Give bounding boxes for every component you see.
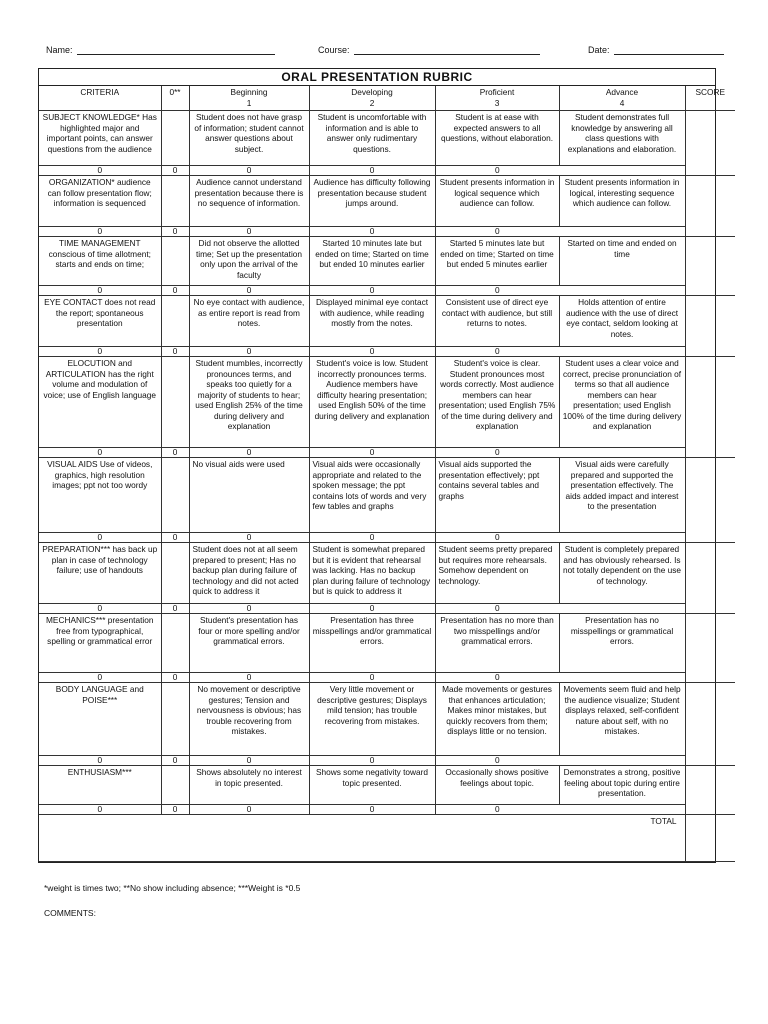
beginning-descriptor: Shows absolutely no interest in topic presented.: [189, 766, 309, 805]
developing-descriptor: Student is somewhat prepared but it is evident that rehearsal was lacking. Has no backup plan during failure of technology but is quick to address it: [309, 543, 435, 604]
score-value-row: [39, 347, 735, 357]
proficient-descriptor: Occasionally shows positive feelings about topic.: [435, 766, 559, 805]
score-value: 0: [39, 805, 161, 815]
zero-cell: [161, 176, 189, 227]
criterion-cell: SUBJECT KNOWLEDGE* Has highlighted major and important points, can answer questions from the audience: [39, 111, 161, 166]
score-value: 0: [39, 347, 161, 357]
total-score-cell[interactable]: [685, 815, 735, 862]
beginning-descriptor: Did not observe the allotted time; Set up the presentation only upon the arrival of the faculty: [189, 237, 309, 286]
proficient-descriptor: Student is at ease with expected answers to all questions, without elaboration.: [435, 111, 559, 166]
criterion-row: [39, 237, 735, 286]
score-cell[interactable]: [685, 176, 735, 237]
beginning-descriptor: Student's presentation has four or more spelling and/or grammatical errors.: [189, 614, 309, 673]
score-value: 0: [161, 227, 189, 237]
score-value-row: [39, 227, 735, 237]
advance-descriptor: Movements seem fluid and help the audience visualize; Student displays relaxed, self-confident nature about self, with no mistakes.: [559, 683, 685, 756]
score-value: 0: [189, 347, 309, 357]
developing-header: Developing 2: [309, 86, 435, 111]
comments-label: COMMENTS:: [44, 908, 96, 918]
score-value: 0: [39, 286, 161, 296]
score-value: 0: [309, 805, 435, 815]
developing-descriptor: Presentation has three misspellings and/or grammatical errors.: [309, 614, 435, 673]
score-value: 0: [39, 166, 161, 176]
advance-header: Advance 4: [559, 86, 685, 111]
criterion-cell: ENTHUSIASM***: [39, 766, 161, 805]
developing-descriptor: Visual aids were occasionally appropriate and related to the spoken message; the ppt contains lots of words and very few tables and graphs: [309, 458, 435, 533]
score-value: 0: [189, 604, 309, 614]
criterion-cell: ORGANIZATION* audience can follow presentation flow; information is sequenced: [39, 176, 161, 227]
zero-cell: [161, 357, 189, 448]
rubric-title: ORAL PRESENTATION RUBRIC: [39, 69, 715, 86]
zero-cell: [161, 296, 189, 347]
score-value: 0: [189, 166, 309, 176]
criterion-row: [39, 176, 735, 227]
total-label-cell: [39, 815, 685, 862]
criterion-row: [39, 766, 735, 805]
total-label: TOTAL: [650, 816, 677, 826]
score-value: 0: [161, 756, 189, 766]
criterion-cell: ELOCUTION and ARTICULATION has the right volume and modulation of voice; use of English language: [39, 357, 161, 448]
date-blank[interactable]: [614, 44, 724, 55]
score-value: 0: [39, 227, 161, 237]
name-blank[interactable]: [77, 44, 275, 55]
score-value: 0: [435, 756, 559, 766]
criterion-cell: EYE CONTACT does not read the report; spontaneous presentation: [39, 296, 161, 347]
beginning-descriptor: No visual aids were used: [189, 458, 309, 533]
developing-descriptor: Student's voice is low. Student incorrectly pronounces terms. Audience members have difficulty hearing presentation; used English 50% of the time during delivery and explanation: [309, 357, 435, 448]
advance-descriptor: Student demonstrates full knowledge by answering all class questions with explanations and elaboration.: [559, 111, 685, 166]
beginning-descriptor: Student does not at all seem prepared to present; Has no backup plan during failure of technology and did not acted quick to address it: [189, 543, 309, 604]
proficient-descriptor: Started 5 minutes late but ended on time; Started on time but ended 5 minutes earlier: [435, 237, 559, 286]
score-value: 0: [161, 166, 189, 176]
score-value: 0: [435, 604, 559, 614]
score-value-row: [39, 448, 735, 458]
score-value: 0: [189, 673, 309, 683]
score-value-row: [39, 604, 735, 614]
date-field[interactable]: [588, 44, 724, 55]
zero-cell: [161, 766, 189, 805]
score-value: 0: [309, 673, 435, 683]
advance-descriptor: Started on time and ended on time: [559, 237, 685, 286]
beginning-header: Beginning 1: [189, 86, 309, 111]
criterion-cell: MECHANICS*** presentation free from typographical, spelling or grammatical error: [39, 614, 161, 673]
score-value: 0: [309, 448, 435, 458]
advance-descriptor: Visual aids were carefully prepared and supported the presentation effectively. The aids added impact and interest to the presentation: [559, 458, 685, 533]
score-value: 0: [161, 673, 189, 683]
score-value: 0: [161, 286, 189, 296]
score-header: SCORE: [685, 86, 735, 111]
score-value: 0: [39, 604, 161, 614]
score-cell[interactable]: [685, 111, 735, 176]
criterion-row: [39, 543, 735, 604]
zero-header: 0**: [161, 86, 189, 111]
criteria-header: CRITERIA: [39, 86, 161, 111]
name-label: Name:: [46, 45, 73, 55]
score-cell[interactable]: [685, 237, 735, 296]
score-value: 0: [189, 227, 309, 237]
developing-descriptor: Student is uncomfortable with information and is able to answer only rudimentary questions.: [309, 111, 435, 166]
score-value: 0: [39, 533, 161, 543]
score-cell[interactable]: [685, 543, 735, 614]
advance-descriptor: Demonstrates a strong, positive feeling about topic during entire presentation.: [559, 766, 685, 805]
proficient-descriptor: Student seems pretty prepared but requires more rehearsals. Somehow dependent on technology.: [435, 543, 559, 604]
score-value: 0: [435, 805, 559, 815]
score-value: 0: [189, 756, 309, 766]
zero-cell: [161, 683, 189, 756]
criterion-row: [39, 683, 735, 756]
name-field[interactable]: [46, 44, 275, 55]
advance-descriptor: Student uses a clear voice and correct, precise pronunciation of terms so that all audience members can hear presentation; used English 100% of the time during delivery and explanation: [559, 357, 685, 448]
advance-descriptor: Holds attention of entire audience with the use of direct eye contact, seldom looking at notes.: [559, 296, 685, 347]
proficient-descriptor: Student's voice is clear. Student pronounces most words correctly. Most audience members can hear presentation; used English 75% of the time during delivery and explanation: [435, 357, 559, 448]
zero-cell: [161, 614, 189, 673]
criterion-cell: PREPARATION*** has back up plan in case of technology failure; use of handouts: [39, 543, 161, 604]
zero-cell: [161, 543, 189, 604]
score-value: 0: [309, 227, 435, 237]
beginning-descriptor: No eye contact with audience, as entire report is read from notes.: [189, 296, 309, 347]
score-value-row: [39, 673, 735, 683]
beginning-descriptor: Audience cannot understand presentation because there is no sequence of information.: [189, 176, 309, 227]
score-value: 0: [309, 347, 435, 357]
date-label: Date:: [588, 45, 610, 55]
developing-descriptor: Shows some negativity toward topic presented.: [309, 766, 435, 805]
proficient-descriptor: Visual aids supported the presentation effectively; ppt contains several tables and graphs: [435, 458, 559, 533]
advance-descriptor: Student is completely prepared and has obviously rehearsed. Is not totally dependent on the use of technology.: [559, 543, 685, 604]
score-value: 0: [309, 604, 435, 614]
score-value: 0: [435, 347, 559, 357]
criterion-cell: BODY LANGUAGE and POISE***: [39, 683, 161, 756]
developing-descriptor: Displayed minimal eye contact with audience, while reading mostly from the notes.: [309, 296, 435, 347]
score-cell[interactable]: [685, 296, 735, 357]
score-cell[interactable]: [685, 614, 735, 683]
score-cell[interactable]: [685, 683, 735, 766]
score-value-row: [39, 805, 735, 815]
score-cell[interactable]: [685, 458, 735, 543]
score-value: 0: [435, 673, 559, 683]
course-label: Course:: [318, 45, 350, 55]
proficient-descriptor: Consistent use of direct eye contact with audience, but still returns to notes.: [435, 296, 559, 347]
score-value: 0: [309, 756, 435, 766]
score-value: 0: [39, 756, 161, 766]
total-row: [39, 815, 735, 862]
developing-descriptor: Started 10 minutes late but ended on time; Started on time but ended 10 minutes earlier: [309, 237, 435, 286]
criterion-row: [39, 458, 735, 533]
developing-descriptor: Audience has difficulty following presentation because student jumps around.: [309, 176, 435, 227]
beginning-descriptor: Student mumbles, incorrectly pronounces terms, and speaks too quietly for a majority of students to hear; used English 25% of the time during delivery and explanation: [189, 357, 309, 448]
score-value: 0: [189, 533, 309, 543]
score-value: 0: [435, 227, 559, 237]
score-value: 0: [161, 533, 189, 543]
score-cell[interactable]: [685, 357, 735, 458]
score-value: 0: [189, 286, 309, 296]
criterion-row: [39, 111, 735, 166]
course-blank[interactable]: [354, 44, 540, 55]
score-value-row: [39, 286, 735, 296]
score-value: 0: [435, 533, 559, 543]
score-value: 0: [161, 805, 189, 815]
score-value: 0: [161, 604, 189, 614]
criterion-cell: TIME MANAGEMENT conscious of time allotment; starts and ends on time;: [39, 237, 161, 286]
criterion-row: [39, 296, 735, 347]
score-value: 0: [161, 448, 189, 458]
score-value: 0: [309, 286, 435, 296]
score-value: 0: [309, 166, 435, 176]
criterion-row: [39, 357, 735, 448]
footnote: *weight is times two; **No show including absence; ***Weight is *0.5: [44, 883, 301, 893]
advance-descriptor: Presentation has no misspellings or grammatical errors.: [559, 614, 685, 673]
proficient-header: Proficient 3: [435, 86, 559, 111]
score-value: 0: [39, 673, 161, 683]
course-field[interactable]: [318, 44, 540, 55]
score-value: 0: [435, 286, 559, 296]
score-value: 0: [189, 448, 309, 458]
score-value: 0: [39, 448, 161, 458]
column-header-row: [39, 86, 735, 111]
score-cell[interactable]: [685, 766, 735, 815]
score-value-row: [39, 166, 735, 176]
score-value-row: [39, 533, 735, 543]
criterion-row: [39, 614, 735, 673]
beginning-descriptor: Student does not have grasp of information; student cannot answer questions about subject.: [189, 111, 309, 166]
advance-descriptor: Student presents information in logical, interesting sequence which audience can follow.: [559, 176, 685, 227]
zero-cell: [161, 237, 189, 286]
criterion-cell: VISUAL AIDS Use of videos, graphics, high resolution images; ppt not too wordy: [39, 458, 161, 533]
zero-cell: [161, 111, 189, 166]
developing-descriptor: Very little movement or descriptive gestures; Displays mild tension; has trouble recovering from mistakes.: [309, 683, 435, 756]
proficient-descriptor: Student presents information in logical sequence which audience can follow.: [435, 176, 559, 227]
student-info-header: [46, 44, 726, 60]
proficient-descriptor: Presentation has no more than two misspellings and/or grammatical errors.: [435, 614, 559, 673]
rubric-table: [39, 86, 735, 862]
score-value-row: [39, 756, 735, 766]
score-value: 0: [435, 448, 559, 458]
score-value: 0: [161, 347, 189, 357]
zero-cell: [161, 458, 189, 533]
proficient-descriptor: Made movements or gestures that enhances articulation; Makes minor mistakes, but quickly recovers from them; displays little or no tension.: [435, 683, 559, 756]
score-value: 0: [435, 166, 559, 176]
score-value: 0: [189, 805, 309, 815]
rubric-table-frame: [38, 68, 725, 863]
score-value: 0: [309, 533, 435, 543]
beginning-descriptor: No movement or descriptive gestures; Tension and nervousness is obvious; has trouble recovering from mistakes.: [189, 683, 309, 756]
